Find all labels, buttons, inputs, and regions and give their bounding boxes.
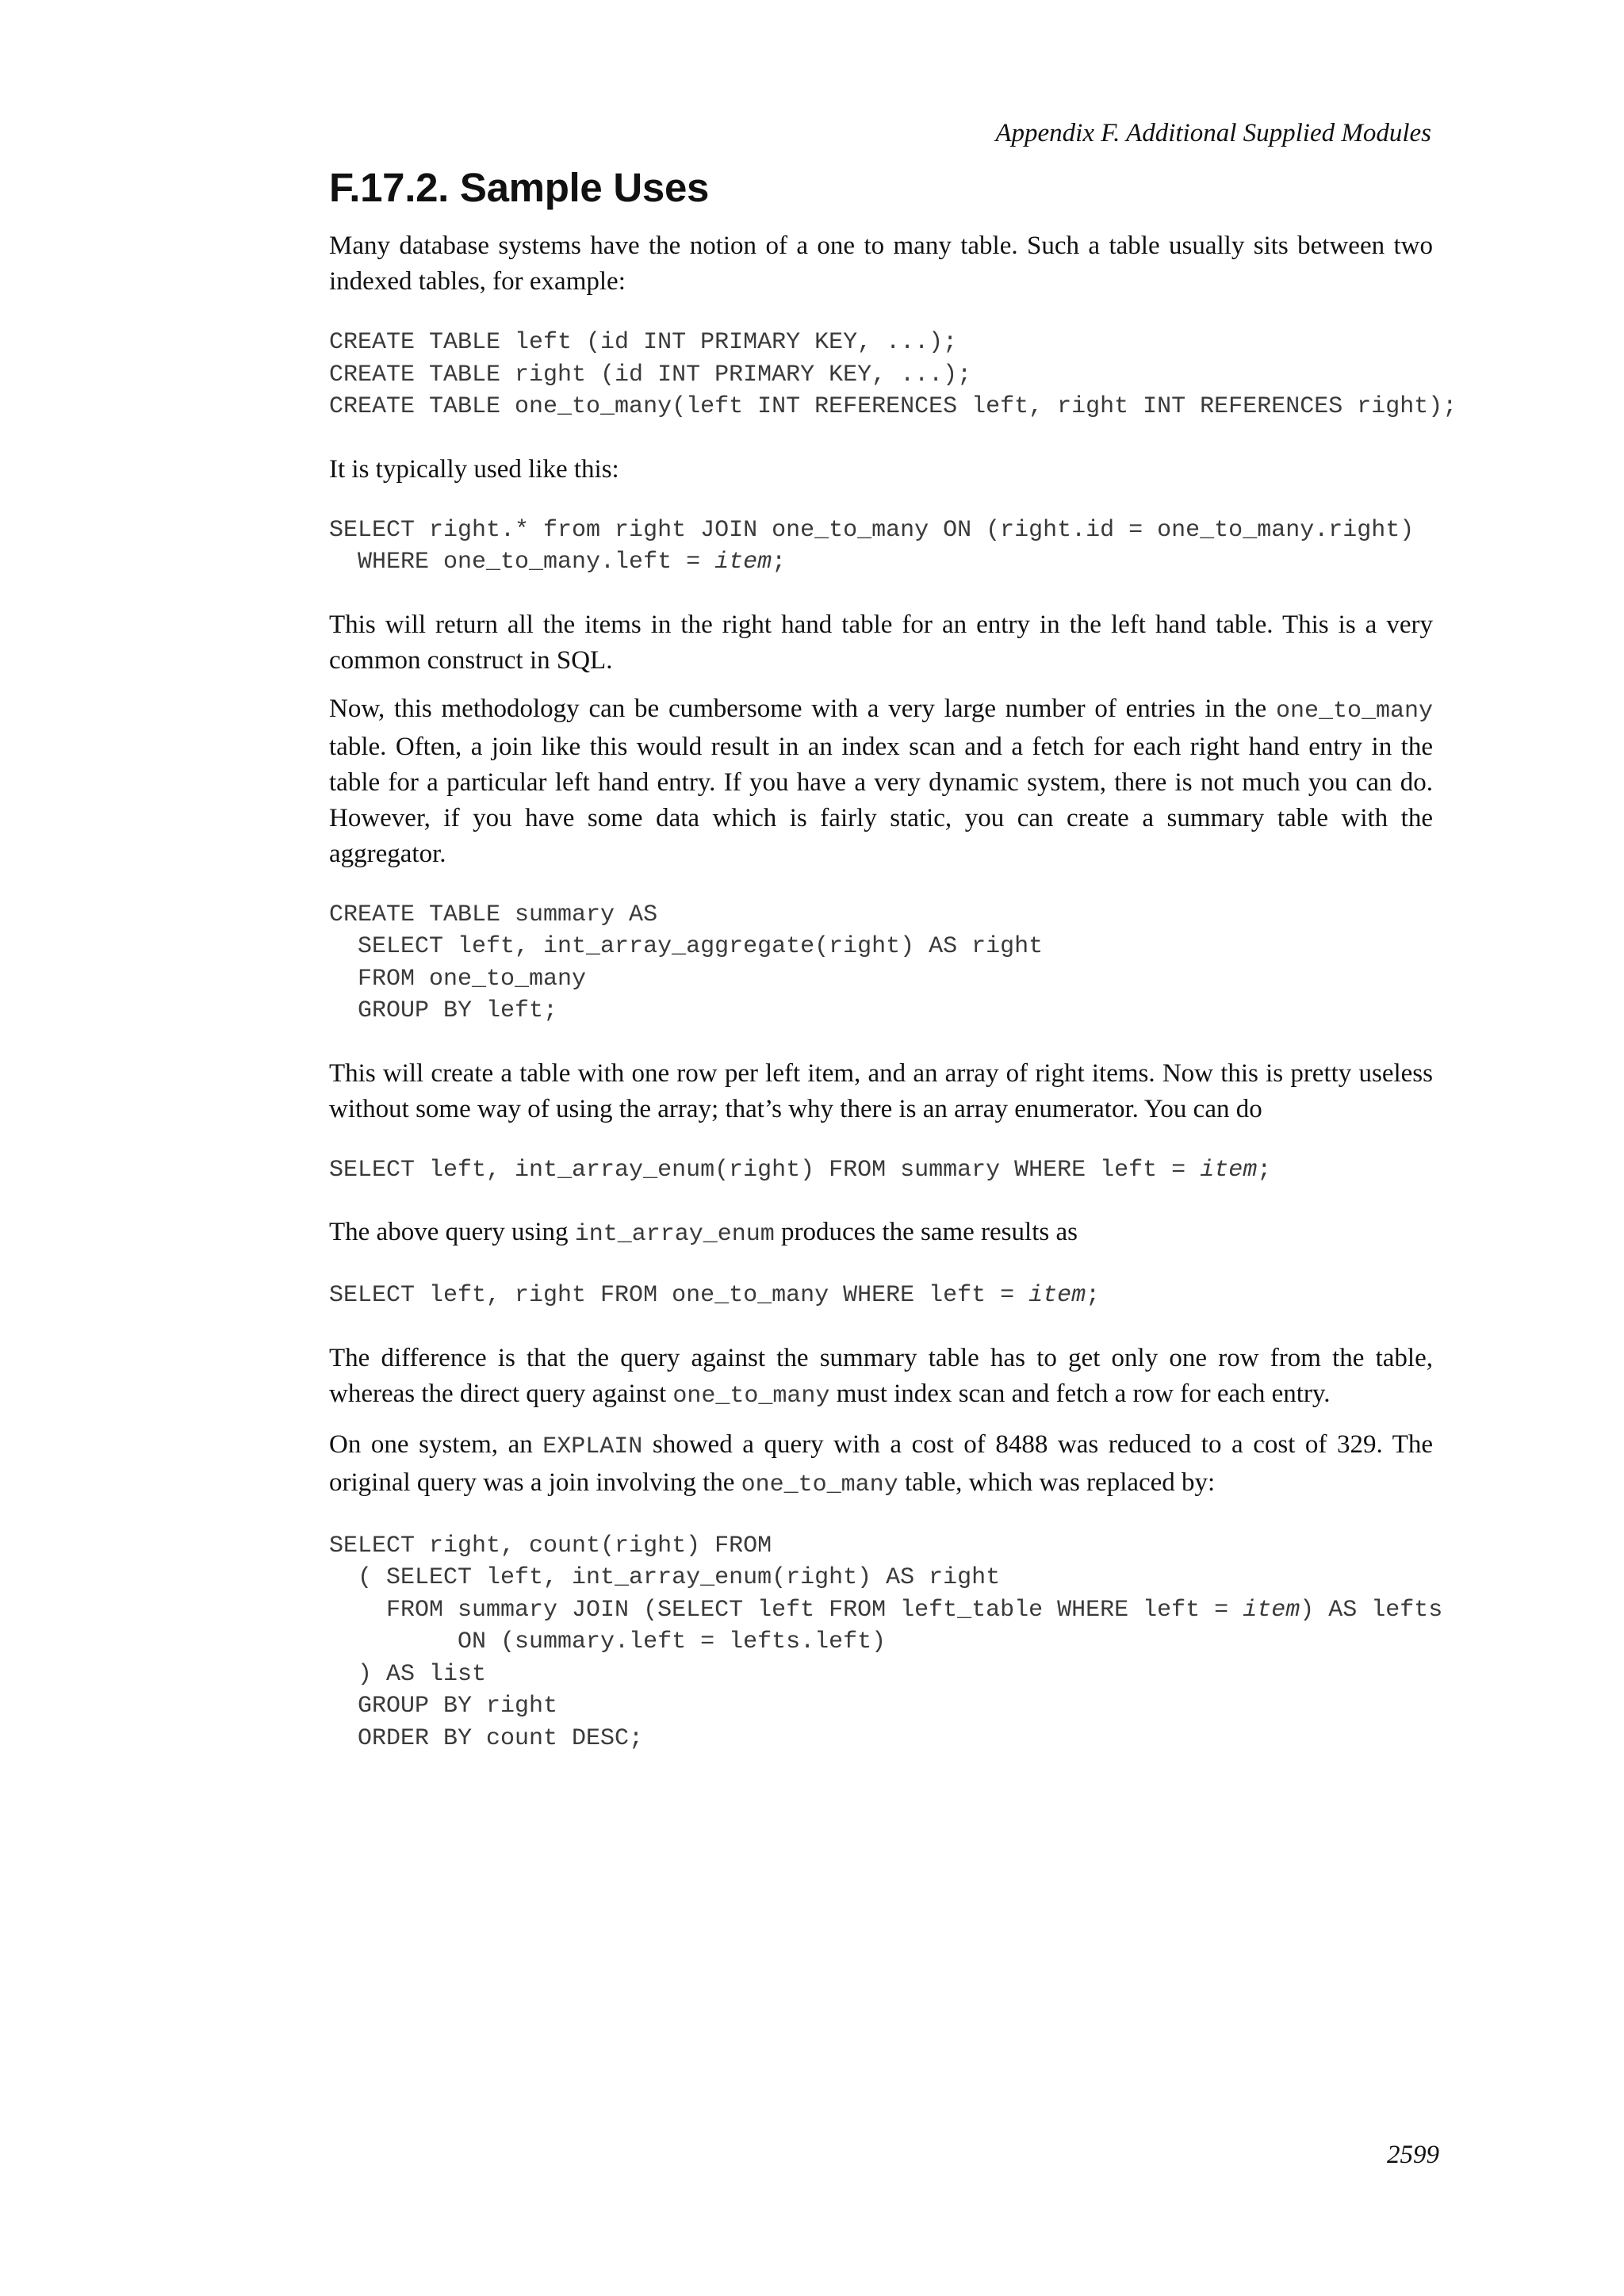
document-page [329,119,1457,1783]
code-block-final-query [329,1530,1443,1755]
text: produces the same results as [774,1218,1078,1246]
running-header: Appendix F. Additional Supplied Modules [995,119,1431,147]
paragraph-same-results [329,1215,1433,1253]
section-title: F.17.2. Sample Uses [329,165,710,210]
text: table, which was replaced by: [898,1468,1216,1497]
text: On one system, an [329,1429,543,1459]
inline-code: one_to_many [1275,697,1433,725]
code-block-join-query [329,515,1439,579]
code-placeholder: item [1200,1156,1258,1184]
paragraph-usage: It is typically used like this: [329,454,619,484]
code-text: SELECT left, right FROM one_to_many WHERE left = [329,1282,1029,1309]
code-line: CREATE TABLE one_to_many(left INT REFERENCES left, right INT REFERENCES right); [329,393,1457,420]
paragraph-array: This will create a table with one row per left item, and an array of right items. Now this is pretty useless without some way of using the array; that’s why there is an array enumerator. You can do [329,1058,1433,1123]
paragraph-difference [329,1341,1433,1414]
text: must index scan and fetch a row for each entry. [829,1379,1331,1408]
text: The above query using [329,1218,575,1246]
code-placeholder: item [1243,1596,1300,1624]
code-text: ; [1257,1156,1272,1184]
code-text: ) AS lefts ON (summary.left = lefts.left) ) AS list GROUP BY right ORDER BY count DESC; [358,1596,1443,1752]
inline-code: one_to_many [741,1471,898,1498]
code-line: SELECT right.* from right JOIN one_to_many ON (right.id = one_to_many.right) [329,516,1415,544]
code-block-create-tables [329,327,1457,423]
code-text: ; [772,549,787,576]
text: Now, this methodology can be cumbersome with a very large number of entries in the [329,694,1276,723]
code-placeholder: item [714,549,772,576]
paragraph-methodology [329,691,1433,872]
inline-code: EXPLAIN [542,1433,643,1460]
text: showed a query with a cost of 8488 was reduced to a cost of 329. The original query was a join involving the [329,1429,1433,1497]
paragraph-explain [329,1427,1433,1503]
text: The difference is that the query against the summary table has to get only one row from the table, whereas the direct query against [329,1343,1433,1408]
inline-code: int_array_enum [574,1221,775,1248]
code-placeholder: item [1028,1282,1086,1309]
code-line: WHERE one_to_many.left = [329,549,715,576]
paragraph-intro: Many database systems have the notion of a one to many table. Such a table usually sits between two indexed tables, for example: [329,232,1433,296]
text: table. Often, a join like this would result in an index scan and a fetch for each right hand entry in the table for a particular left hand entry. If you have a very dynamic system, there is not much you can do. However, if you have some data which is fairly static, you can create a summary table with the aggregator. [329,732,1433,868]
code-block-summary-table: CREATE TABLE summary AS SELECT left, int_array_aggregate(right) AS right FROM one_to_many GROUP BY left; [329,901,1044,1024]
code-block-enum-query [329,1154,1439,1187]
code-text: SELECT left, int_array_enum(right) FROM summary WHERE left = [329,1156,1201,1184]
code-block-direct-query [329,1280,1439,1312]
code-text: ; [1086,1282,1101,1309]
page-number: 2599 [1387,2141,1439,2169]
code-line: CREATE TABLE left (id INT PRIMARY KEY, ...); [329,329,958,356]
paragraph-result: This will return all the items in the right hand table for an entry in the left hand table. This is a very common construct in SQL. [329,610,1433,675]
code-line: CREATE TABLE right (id INT PRIMARY KEY, ...); [329,361,972,388]
code-text: SELECT right, count(right) FROM ( SELECT left, int_array_enum(right) AS right FROM summary JOIN (SELECT left FROM left_table WHERE left = [329,1532,1229,1624]
inline-code: one_to_many [672,1382,830,1410]
